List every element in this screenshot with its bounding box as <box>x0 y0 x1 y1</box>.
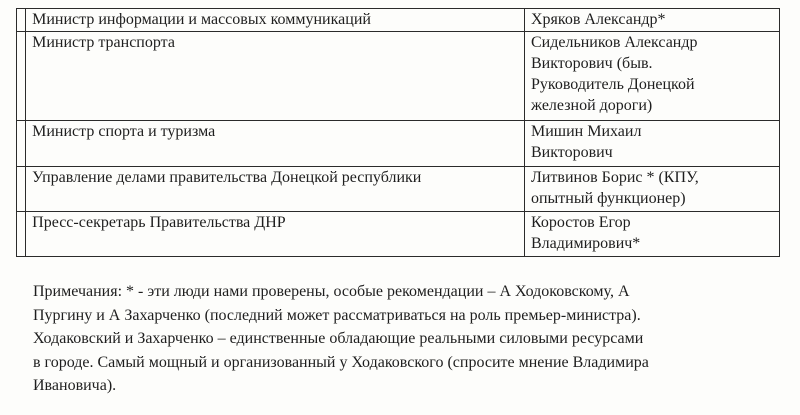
name-cell <box>524 167 779 212</box>
name-line: Литвинов Борис * (КПУ, <box>530 169 699 186</box>
position-cell: Министр информации и массовых коммуникаций <box>26 9 525 32</box>
notes-paragraph <box>33 280 783 398</box>
table-row <box>17 121 780 167</box>
name-line: Владимирович* <box>530 235 641 252</box>
name-line: Викторович <box>530 144 613 161</box>
notes-line: Примечания: * - эти люди нами проверены, особые рекомендации – А Ходоковскому, А <box>33 283 630 300</box>
notes-line: Пургину и А Захарченко (последний может рассматриваться на роль премьер-министра). <box>33 306 641 324</box>
table-row <box>17 212 780 257</box>
row-stub-cell <box>17 9 26 32</box>
row-stub-cell <box>17 167 26 212</box>
name-line: опытный функционер) <box>530 190 686 207</box>
position-cell: Министр спорта и туризма <box>26 121 525 167</box>
position-cell: Пресс-секретарь Правительства ДНР <box>26 212 525 257</box>
name-cell <box>524 212 779 257</box>
name-line: Викторович (быв. <box>530 55 653 72</box>
name-line: Руководитель Донецкой <box>530 76 695 93</box>
name-line: железной дороги) <box>530 97 653 114</box>
position-cell: Управление делами правительства Донецкой республики <box>26 167 525 212</box>
row-stub-cell <box>17 121 26 167</box>
table-row <box>17 167 780 212</box>
row-stub-cell <box>17 212 26 257</box>
table-row <box>17 32 780 121</box>
notes-line: Ивановича). <box>33 377 117 394</box>
notes-line: Ходаковский и Захарченко – единственные обладающие реальными силовыми ресурсами <box>33 330 644 347</box>
name-cell <box>524 32 779 121</box>
row-stub-cell <box>17 32 26 121</box>
name-line: Коростов Егор <box>530 214 631 231</box>
ministers-table <box>16 8 780 257</box>
name-cell <box>524 9 779 32</box>
name-cell <box>524 121 779 167</box>
position-cell: Министр транспорта <box>26 32 525 121</box>
notes-line: в городе. Самый мощный и организованный у Ходаковского (спросите мнение Владимира <box>33 353 649 371</box>
name-line: Мишин Михаил <box>530 123 642 140</box>
table-row <box>17 9 780 32</box>
name-line: Хряков Александр* <box>530 11 666 28</box>
name-line: Сидельников Александр <box>530 34 698 51</box>
